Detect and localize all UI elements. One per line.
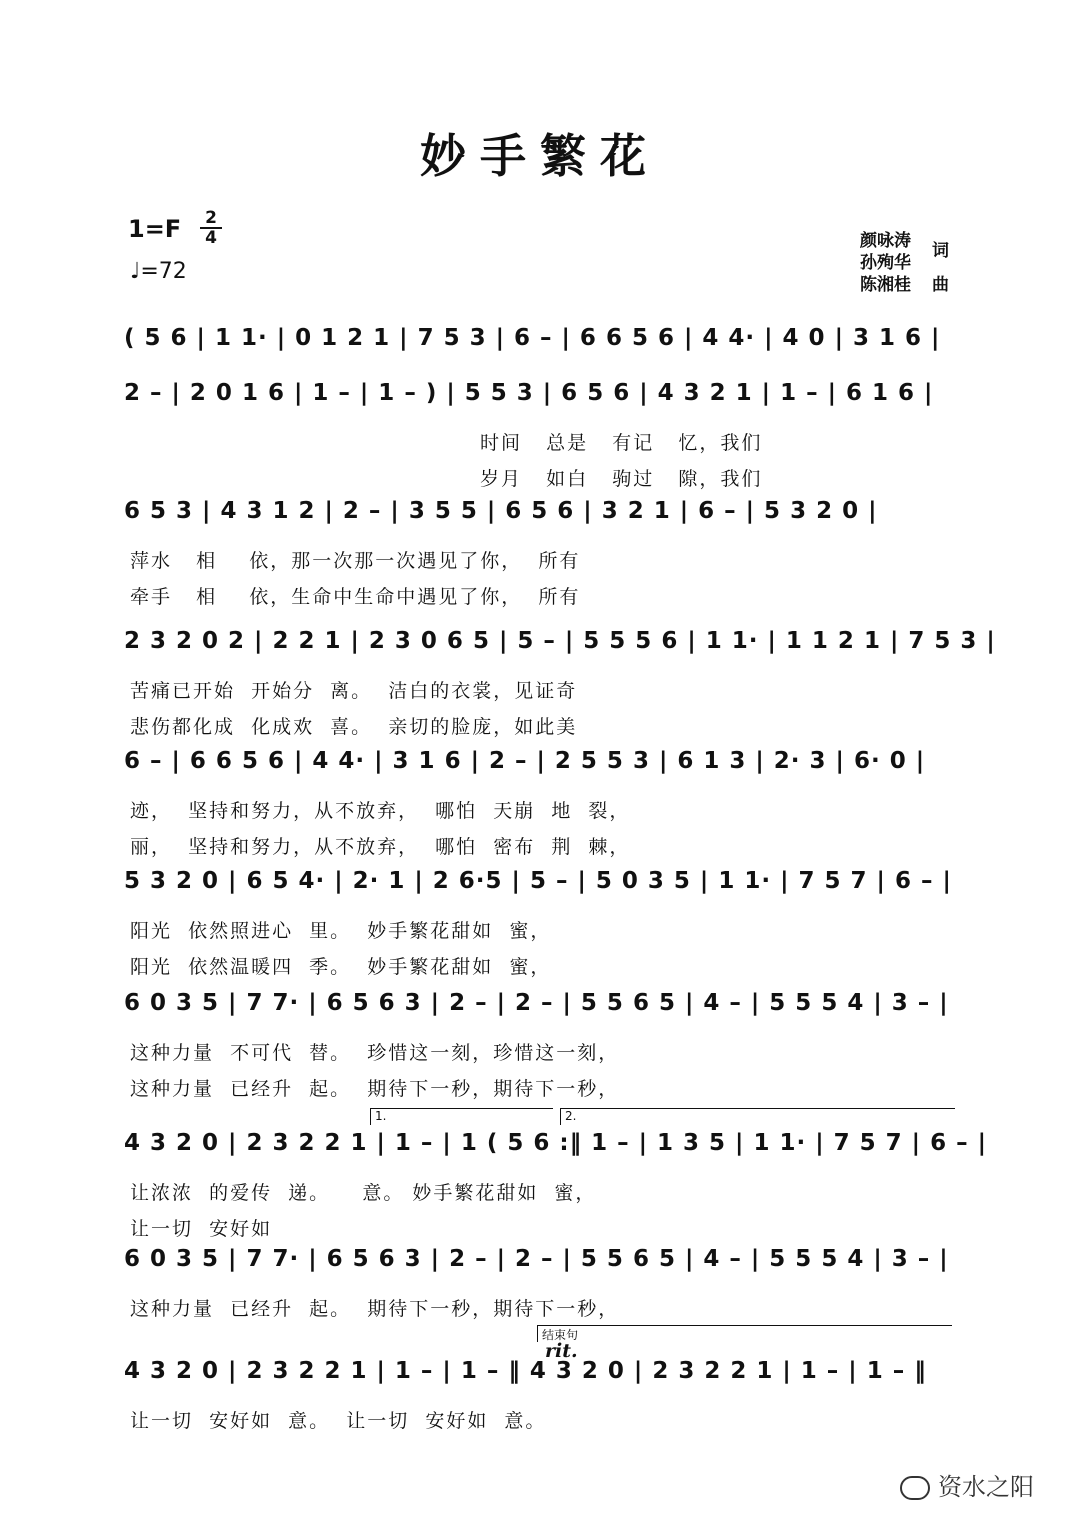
notation-line: ( 5 6 | 1 1· | 0 1 2 1 | 7 5 3 | 6 – | 6 6 5 6 | 4 4· | 4 0 | 3 1 6 |: [124, 325, 941, 351]
key-signature: 1=F: [128, 215, 182, 243]
score-row: [124, 498, 954, 538]
music-role: 曲: [932, 275, 949, 295]
score-row: [124, 1358, 954, 1398]
notation-line: 6 0 3 5 | 7 7· | 6 5 6 3 | 2 – | 2 – | 5 5 6 5 | 4 – | 5 5 5 4 | 3 – |: [124, 1246, 949, 1272]
watermark: [900, 1467, 1034, 1502]
notation-line: 6 – | 6 6 5 6 | 4 4· | 3 1 6 | 2 – | 2 5 5 3 | 6 1 3 | 2· 3 | 6· 0 |: [124, 748, 926, 774]
composer: 陈湘桂: [860, 275, 911, 295]
notation-line: 4 3 2 0 | 2 3 2 2 1 | 1 – | 1 – ‖ 4 3 2 0 | 2 3 2 2 1 | 1 – | 1 – ‖: [124, 1358, 927, 1384]
lyric-line: 阳光 依然温暖四 季。 妙手繁花甜如 蜜，: [130, 956, 552, 978]
song-title: 妙手繁花: [420, 129, 660, 183]
notation-line: 6 5 3 | 4 3 1 2 | 2 – | 3 5 5 | 6 5 6 | 3 2 1 | 6 – | 5 3 2 0 |: [124, 498, 878, 524]
score-row: [124, 325, 954, 365]
notation-line: 6 0 3 5 | 7 7· | 6 5 6 3 | 2 – | 2 – | 5 5 6 5 | 4 – | 5 5 5 4 | 3 – |: [124, 990, 949, 1016]
lyric-line: 这种力量 不可代 替。 珍惜这一刻，珍惜这一刻，: [130, 1042, 620, 1064]
lyric-line: 这种力量 已经升 起。 期待下一秒，期待下一秒，: [130, 1298, 620, 1320]
ending-label: 结束句: [537, 1325, 952, 1342]
score-row: [124, 380, 954, 420]
lyricist-2: 孙殉华: [860, 253, 911, 273]
volta-2: 2.: [560, 1108, 955, 1125]
lyric-line: 迹， 坚持和努力，从不放弃， 哪怕 天崩 地 裂，: [130, 800, 631, 822]
time-signature-bottom: 4: [205, 228, 217, 248]
score-row: [124, 990, 954, 1030]
lyric-line: 这种力量 已经升 起。 期待下一秒，期待下一秒，: [130, 1078, 620, 1100]
notation-line: 4 3 2 0 | 2 3 2 2 1 | 1 – | 1 ( 5 6 :‖ 1 – | 1 3 5 | 1 1· | 7 5 7 | 6 – |: [124, 1130, 987, 1156]
lyric-line: 让一切 安好如 意。 让一切 安好如 意。: [130, 1410, 547, 1432]
notation-line: 5 3 2 0 | 6 5 4· | 2· 1 | 2 6·5 | 5 – | 5 0 3 5 | 1 1· | 7 5 7 | 6 – |: [124, 868, 952, 894]
lyric-line: 悲伤都化成 化成欢 喜。 亲切的脸庞，如此美: [130, 716, 578, 738]
lyric-line: 萍水 相 依，那一次那一次遇见了你， 所有: [130, 550, 581, 572]
score-row: [124, 628, 996, 668]
notation-line: 2 3 2 0 2 | 2 2 1 | 2 3 0 6 5 | 5 – | 5 5 5 6 | 1 1· | 1 1 2 1 | 7 5 3 |: [124, 628, 996, 654]
notation-line: 2 – | 2 0 1 6 | 1 – | 1 – ) | 5 5 3 | 6 5 6 | 4 3 2 1 | 1 – | 6 1 6 |: [124, 380, 934, 406]
time-signature: [200, 210, 222, 246]
score-row: [124, 748, 954, 788]
lyric-line: 让一切 安好如: [130, 1218, 273, 1240]
score-row: [124, 868, 954, 908]
lyric-line: 苦痛已开始 开始分 离。 洁白的衣裳，见证奇: [130, 680, 578, 702]
lyric-line: 丽， 坚持和努力，从不放弃， 哪怕 密布 荆 棘，: [130, 836, 631, 858]
lyric-line: 让浓浓 的爱传 递。 意。 妙手繁花甜如 蜜，: [130, 1182, 597, 1204]
lyric-role: 词: [932, 241, 949, 261]
lyric-line: 时间 总是 有记 忆，我们: [480, 432, 763, 454]
lyricist-1: 颜咏涛: [860, 231, 911, 251]
lyric-line: 岁月 如白 驹过 隙，我们: [480, 468, 763, 490]
time-signature-top: 2: [205, 208, 217, 228]
watermark-text: 资水之阳: [938, 1473, 1034, 1501]
score-row: [124, 1246, 954, 1286]
wechat-icon: [900, 1476, 930, 1500]
volta-1: 1.: [370, 1108, 553, 1125]
ritardando-marking: rit.: [545, 1340, 578, 1362]
lyric-line: 阳光 依然照进心 里。 妙手繁花甜如 蜜，: [130, 920, 552, 942]
tempo-marking: ♩=72: [130, 259, 187, 284]
lyric-line: 牵手 相 依，生命中生命中遇见了你， 所有: [130, 586, 581, 608]
score-row: [124, 1130, 987, 1170]
credits: [860, 230, 949, 296]
